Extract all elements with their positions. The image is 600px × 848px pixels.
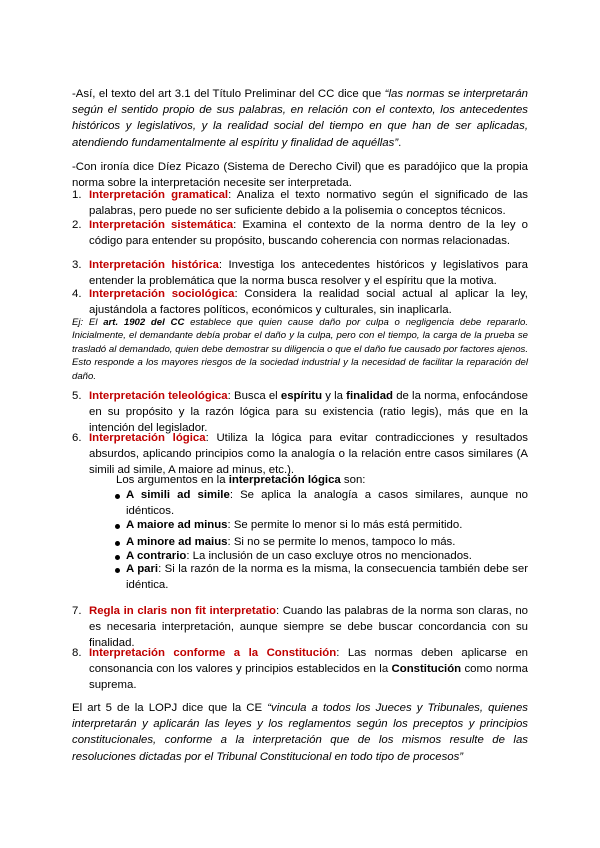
bullet-a-simili — [126, 487, 528, 519]
item-7-title: Regla in claris non fit interpretatio — [89, 605, 276, 617]
item-5-title: Interpretación teleológica — [89, 390, 228, 402]
item-5-number: 5. — [72, 390, 82, 402]
item-6-number: 6. — [72, 432, 82, 444]
para1-quote: “las normas se interpretarán según el sentido propio de sus palabras, en relación con el contexto, los antecedentes históricos y legislativos, y la realidad social del tiempo en que han de ser aplicadas, atendiendo fundamentalmente al espíritu y finalidad de aquéllas” — [72, 88, 528, 149]
item-6-text: : Utiliza la lógica para evitar contradicciones y resultados absurdos, aplicando principios como la analogía o la relación entre casos similares (A simili ad simile, A maiore ad minus, etc.). — [89, 432, 528, 477]
final-quote: “vincula a todos los Jueces y Tribunales, quienes interpretarán y aplicarán las leyes y los reglamentos según los preceptos y principios constitucionales, conforme a la interpretación que de los mismos resulte de las resoluciones dictadas por el Tribunal Constitucional en todo tipo de procesos” — [72, 702, 529, 763]
example-art-1902 — [72, 316, 528, 383]
bullet-3-dot — [115, 541, 120, 546]
arguments-intro-b: interpretación lógica — [228, 474, 341, 486]
bullet-4-text: : La inclusión de un caso excluye otros no mencionados. — [186, 550, 472, 562]
arguments-intro-c: son: — [340, 474, 366, 486]
item-7-number: 7. — [72, 605, 82, 617]
bullet-1-dot — [115, 494, 120, 499]
item-4 — [89, 286, 528, 318]
item-3-text: : Investiga los antecedentes históricos y legislativos para entender la problemática que la norma busca resolver y el espíritu que la motiva. — [89, 259, 529, 288]
bullet-2-text: : Se permite lo menor si lo más está permitido. — [227, 519, 463, 531]
bullet-3-term: A minore ad maius — [126, 536, 228, 548]
bullet-4-term: A contrario — [126, 550, 187, 562]
bullet-2-term: A maiore ad minus — [126, 519, 228, 531]
paragraph-diez-picazo: -Con ironía dice Díez Picazo (Sistema de Derecho Civil) que es paradójico que la propia norma sobre la interpretación necesite ser interpretada. — [72, 161, 528, 190]
arguments-intro — [116, 472, 516, 488]
paragraph-art-3-1 — [72, 86, 528, 151]
item-2-text: : Examina el contexto de la norma dentro de la ley o código para entender su propósito, buscando coherencia con normas relacionadas. — [89, 219, 528, 248]
item-3 — [89, 257, 528, 289]
item-8-text-1: : Las normas deben aplicarse en consonancia con los valores y principios establecidos en la — [89, 647, 528, 676]
bullet-5-term: A pari — [126, 563, 159, 575]
item-2-number: 2. — [72, 219, 82, 231]
item-1 — [89, 187, 528, 219]
item-7-text: : Cuando las palabras de la norma son claras, no es necesaria interpretación, aunque siempre se debe buscar concordancia con su finalidad. — [89, 605, 528, 650]
bullet-3-text: : Si no se permite lo menos, tampoco lo más. — [227, 536, 456, 548]
bullet-5-dot — [115, 568, 120, 573]
final-lead: El art 5 de la LOPJ dice que la CE — [72, 702, 268, 714]
item-5-text-1: : Busca el — [227, 390, 281, 402]
bullet-5-text: : Si la razón de la norma es la misma, la consecuencia también debe ser idéntica. — [126, 563, 529, 592]
bullet-a-pari — [126, 561, 528, 593]
bullet-1-text: : Se aplica la analogía a casos similares, aunque no idénticos. — [126, 489, 528, 518]
example-text: establece que quien cause daño por culpa o negligencia debe repararlo. Inicialmente, el demandante debía probar el daño y la culpa, pero con el tiempo, la carga de la prueba se trasladó al demandado, quien debe demostrar su diligencia o que el daño fue causado por factores ajenos. Esto responde a los mayores riesgos de la sociedad industrial y la necesidad de facilitar la reparación del daño. — [72, 317, 529, 382]
item-8-text-2: como norma suprema. — [89, 663, 528, 692]
item-5-text-3: de la norma, enfocándose en su propósito y la razón lógica para su existencia (ratio legis), más que en la intención del legislador. — [89, 390, 528, 435]
paragraph-art-5-lopj — [72, 700, 528, 765]
bullet-a-maiore — [126, 517, 528, 533]
item-2 — [89, 217, 528, 249]
item-2-title: Interpretación sistemática — [89, 219, 234, 231]
item-6-title: Interpretación lógica — [89, 432, 206, 444]
item-8-title: Interpretación conforme a la Constitución — [89, 647, 337, 659]
item-8 — [89, 645, 528, 694]
item-5-text-2: y la — [322, 390, 347, 402]
item-1-text: : Analiza el texto normativo según el significado de las palabras, pero puede no ser suficiente debido a la polisemia o conceptos técnicos. — [89, 189, 528, 218]
item-4-text: : Considera la realidad social actual al aplicar la ley, ajustándola a factores políticos, económicos y culturales, sin inaplicarla. — [89, 288, 528, 317]
bullet-1-term: A simili ad simile — [126, 489, 230, 501]
item-4-title: Interpretación sociológica — [89, 288, 235, 300]
example-article: art. 1902 del CC — [103, 317, 185, 328]
arguments-intro-a: Los argumentos en la — [116, 474, 229, 486]
bullet-4-dot — [115, 555, 120, 560]
para1-tail: . — [398, 136, 402, 149]
item-4-number: 4. — [72, 288, 82, 300]
item-8-keyword-constitucion: Constitución — [391, 663, 462, 676]
para1-lead: -Así, el texto del art 3.1 del Título Preliminar del CC dice que — [72, 88, 385, 100]
item-1-title: Interpretación gramatical — [89, 189, 229, 201]
item-3-number: 3. — [72, 259, 82, 271]
item-3-title: Interpretación histórica — [89, 259, 219, 271]
item-1-number: 1. — [72, 189, 82, 201]
bullet-2-dot — [115, 524, 120, 529]
item-8-number: 8. — [72, 647, 82, 659]
item-5-keyword-espiritu: espíritu — [280, 390, 323, 402]
item-5-keyword-finalidad: finalidad — [346, 390, 394, 402]
example-prefix: Ej: El — [72, 317, 104, 328]
